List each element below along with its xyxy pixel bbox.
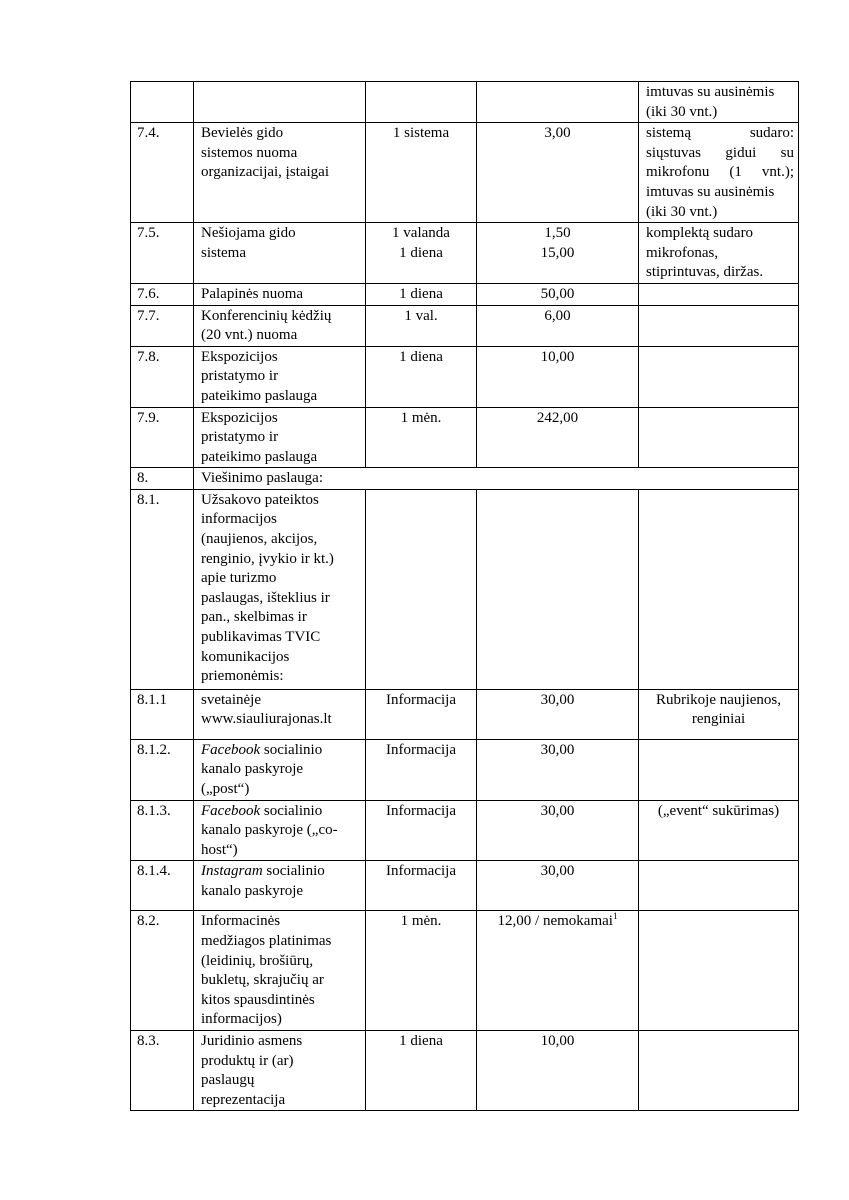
cell-text: socialinio [262,863,325,880]
cell-line: 1 mėn. [400,409,442,426]
note [639,861,799,911]
price [477,123,639,223]
table-row [131,911,799,1031]
cell-line: reprezentacija [201,1091,286,1108]
service-name [194,1031,366,1111]
service-name [194,407,366,468]
note [639,689,799,739]
price [477,407,639,468]
cell-line: 1 valanda [392,225,450,242]
table-row [131,283,799,305]
price-table [130,81,799,1111]
table-row [131,305,799,346]
platform-name: Facebook [201,741,261,758]
cell-line: pateikimo paslauga [201,448,318,465]
cell-line: 3,00 [544,125,571,142]
cell-line: Nešiojama gido [201,225,296,242]
cell-line: kanalo paskyroje („co- [201,822,338,839]
table-row [131,346,799,407]
cell-line: Bevielės gido [201,125,284,142]
unit [366,861,477,911]
cell-line: 30,00 [540,863,575,880]
table-row [131,82,799,123]
cell-line: 12,00 / nemokamai [497,913,613,930]
note [639,283,799,305]
unit [366,82,477,123]
cell-line [201,741,361,761]
service-name [194,346,366,407]
cell-line: Informacija [386,863,456,880]
table-row [131,407,799,468]
platform-name: Instagram [201,863,263,880]
item-number: 7.6. [131,283,194,305]
note [639,739,799,800]
unit [366,1031,477,1111]
unit [366,739,477,800]
service-name [194,82,366,123]
note [639,346,799,407]
cell-line: („event“ sukūrimas) [657,802,780,819]
cell-line: 15,00 [540,244,575,261]
cell-line: 30,00 [540,802,575,819]
cell-line: (20 vnt.) nuoma [201,327,298,344]
cell-line: imtuvas su ausinėmis [646,84,775,100]
cell-line: 30,00 [540,741,575,758]
unit [366,689,477,739]
cell-text: socialinio [260,802,323,819]
cell-line: renginio, įvykio ir kt.) [201,550,334,567]
cell-line: 1,50 [544,225,571,242]
unit [366,305,477,346]
cell-line [201,862,361,882]
price [477,82,639,123]
price [477,1031,639,1111]
price [477,489,639,689]
cell-line: organizacijai, įstaigai [201,164,330,181]
cell-line: 30,00 [540,691,575,708]
price [477,283,639,305]
note [639,305,799,346]
cell-line: (iki 30 vnt.) [646,103,718,120]
cell-line: produktų ir (ar) [201,1052,294,1069]
cell-line: (naujienos, akcijos, [201,531,318,548]
price [477,689,639,739]
item-number: 8.1.1 [131,689,194,739]
cell-line: siųstuvas gidui su [646,144,794,161]
cell-line: („post“) [201,781,250,798]
item-number: 7.5. [131,223,194,284]
cell-line: (leidinių, brošiūrų, [201,952,314,969]
cell-line: Užsakovo pateiktos [201,491,319,508]
unit [366,489,477,689]
cell-line: Juridinio asmens [201,1033,303,1049]
note [639,489,799,689]
cell-line: host“) [201,841,238,858]
cell-line: sistemos nuoma [201,144,298,161]
item-number: 8.1.3. [131,800,194,861]
cell-line: mikrofonu (1 vnt.); [646,164,794,181]
cell-line: svetainėje [201,691,261,708]
table-row [131,689,799,739]
unit [366,223,477,284]
cell-line: 10,00 [540,348,575,365]
service-name [194,489,366,689]
service-name [194,739,366,800]
price [477,305,639,346]
cell-line: komplektą sudaro [646,225,754,242]
cell-line: pristatymo ir [201,429,279,446]
service-name [194,283,366,305]
item-number: 8.1.2. [131,739,194,800]
cell-line: sistema [201,244,246,261]
cell-line: 1 diena [399,285,443,302]
unit [366,123,477,223]
note [639,223,799,284]
cell-line: bukletų, skrajučių ar [201,972,324,989]
cell-line: 1 val. [404,307,438,324]
item-number [131,82,194,123]
cell-line: 10,00 [540,1033,575,1049]
cell-line: 6,00 [544,307,571,324]
note [639,800,799,861]
cell-line: Informacija [386,741,456,758]
cell-line: Palapinės nuoma [201,285,304,302]
table-row [131,739,799,800]
cell-line [201,802,361,822]
note [639,911,799,1031]
cell-line: apie turizmo [201,570,277,587]
section-row [131,468,799,490]
service-name [194,800,366,861]
cell-line: publikavimas TVIC [201,629,321,646]
cell-line: pristatymo ir [201,368,279,385]
item-number: 8. [131,468,194,490]
table-row [131,800,799,861]
table-row [131,489,799,689]
item-number: 7.8. [131,346,194,407]
price [477,861,639,911]
unit [366,800,477,861]
cell-line: pateikimo paslauga [201,387,318,404]
table-row [131,123,799,223]
item-number: 7.4. [131,123,194,223]
item-number: 7.7. [131,305,194,346]
table-row [131,1031,799,1111]
cell-line: 50,00 [540,285,575,302]
cell-line: Informacija [386,691,456,708]
table-row [131,861,799,911]
item-number: 8.1.4. [131,861,194,911]
cell-line: pan., skelbimas ir [201,609,307,626]
cell-line: kanalo paskyroje [201,883,304,900]
item-number: 8.2. [131,911,194,1031]
note [639,123,799,223]
cell-line: 1 diena [399,348,443,365]
cell-line: Ekspozicijos [201,409,278,426]
cell-line: paslaugų [201,1072,255,1089]
service-name [194,911,366,1031]
cell-line: Konferencinių kėdžių [201,307,332,324]
cell-line: informacijos [201,511,277,528]
item-number: 8.1. [131,489,194,689]
table-row [131,223,799,284]
section-title: Viešinimo paslauga: [194,468,799,490]
cell-line: 242,00 [536,409,579,426]
service-name [194,689,366,739]
cell-line: paslaugas, išteklius ir [201,589,330,606]
cell-line: renginiai [691,711,746,728]
cell-line: www.siauliurajonas.lt [201,711,332,728]
cell-line: 1 diena [399,244,443,261]
cell-line: 1 mėn. [400,913,442,930]
cell-line: kitos spausdintinės [201,991,315,1008]
cell-line: mikrofonas, [646,244,719,261]
price [477,346,639,407]
cell-line: (iki 30 vnt.) [646,203,718,220]
unit [366,283,477,305]
service-name [194,861,366,911]
cell-line: Rubrikoje naujienos, [656,691,781,708]
item-number: 8.3. [131,1031,194,1111]
cell-line: kanalo paskyroje [201,761,304,778]
cell-line: priemonėmis: [201,668,284,685]
cell-text: socialinio [260,741,323,758]
unit [366,911,477,1031]
price [477,800,639,861]
cell-line: komunikacijos [201,648,290,665]
cell-line: 1 sistema [392,125,450,142]
note [639,1031,799,1111]
price-table-body [131,82,799,1111]
price [477,911,639,1031]
cell-line: stiprintuvas, diržas. [646,264,764,281]
price [477,739,639,800]
note [639,82,799,123]
price [477,223,639,284]
platform-name: Facebook [201,802,261,819]
cell-line: Informacinės [201,913,281,930]
cell-line: Informacija [386,802,456,819]
cell-line: Ekspozicijos [201,348,278,365]
service-name [194,305,366,346]
note [639,407,799,468]
cell-line: sistemą sudaro: [646,125,794,142]
service-name [194,123,366,223]
unit [366,407,477,468]
item-number: 7.9. [131,407,194,468]
cell-line: medžiagos platinimas [201,933,332,950]
footnote-marker: 1 [612,911,618,922]
service-name [194,223,366,284]
cell-line: imtuvas su ausinėmis [646,183,775,200]
cell-line: informacijos) [201,1011,282,1028]
cell-line: 1 diena [399,1033,443,1049]
unit [366,346,477,407]
